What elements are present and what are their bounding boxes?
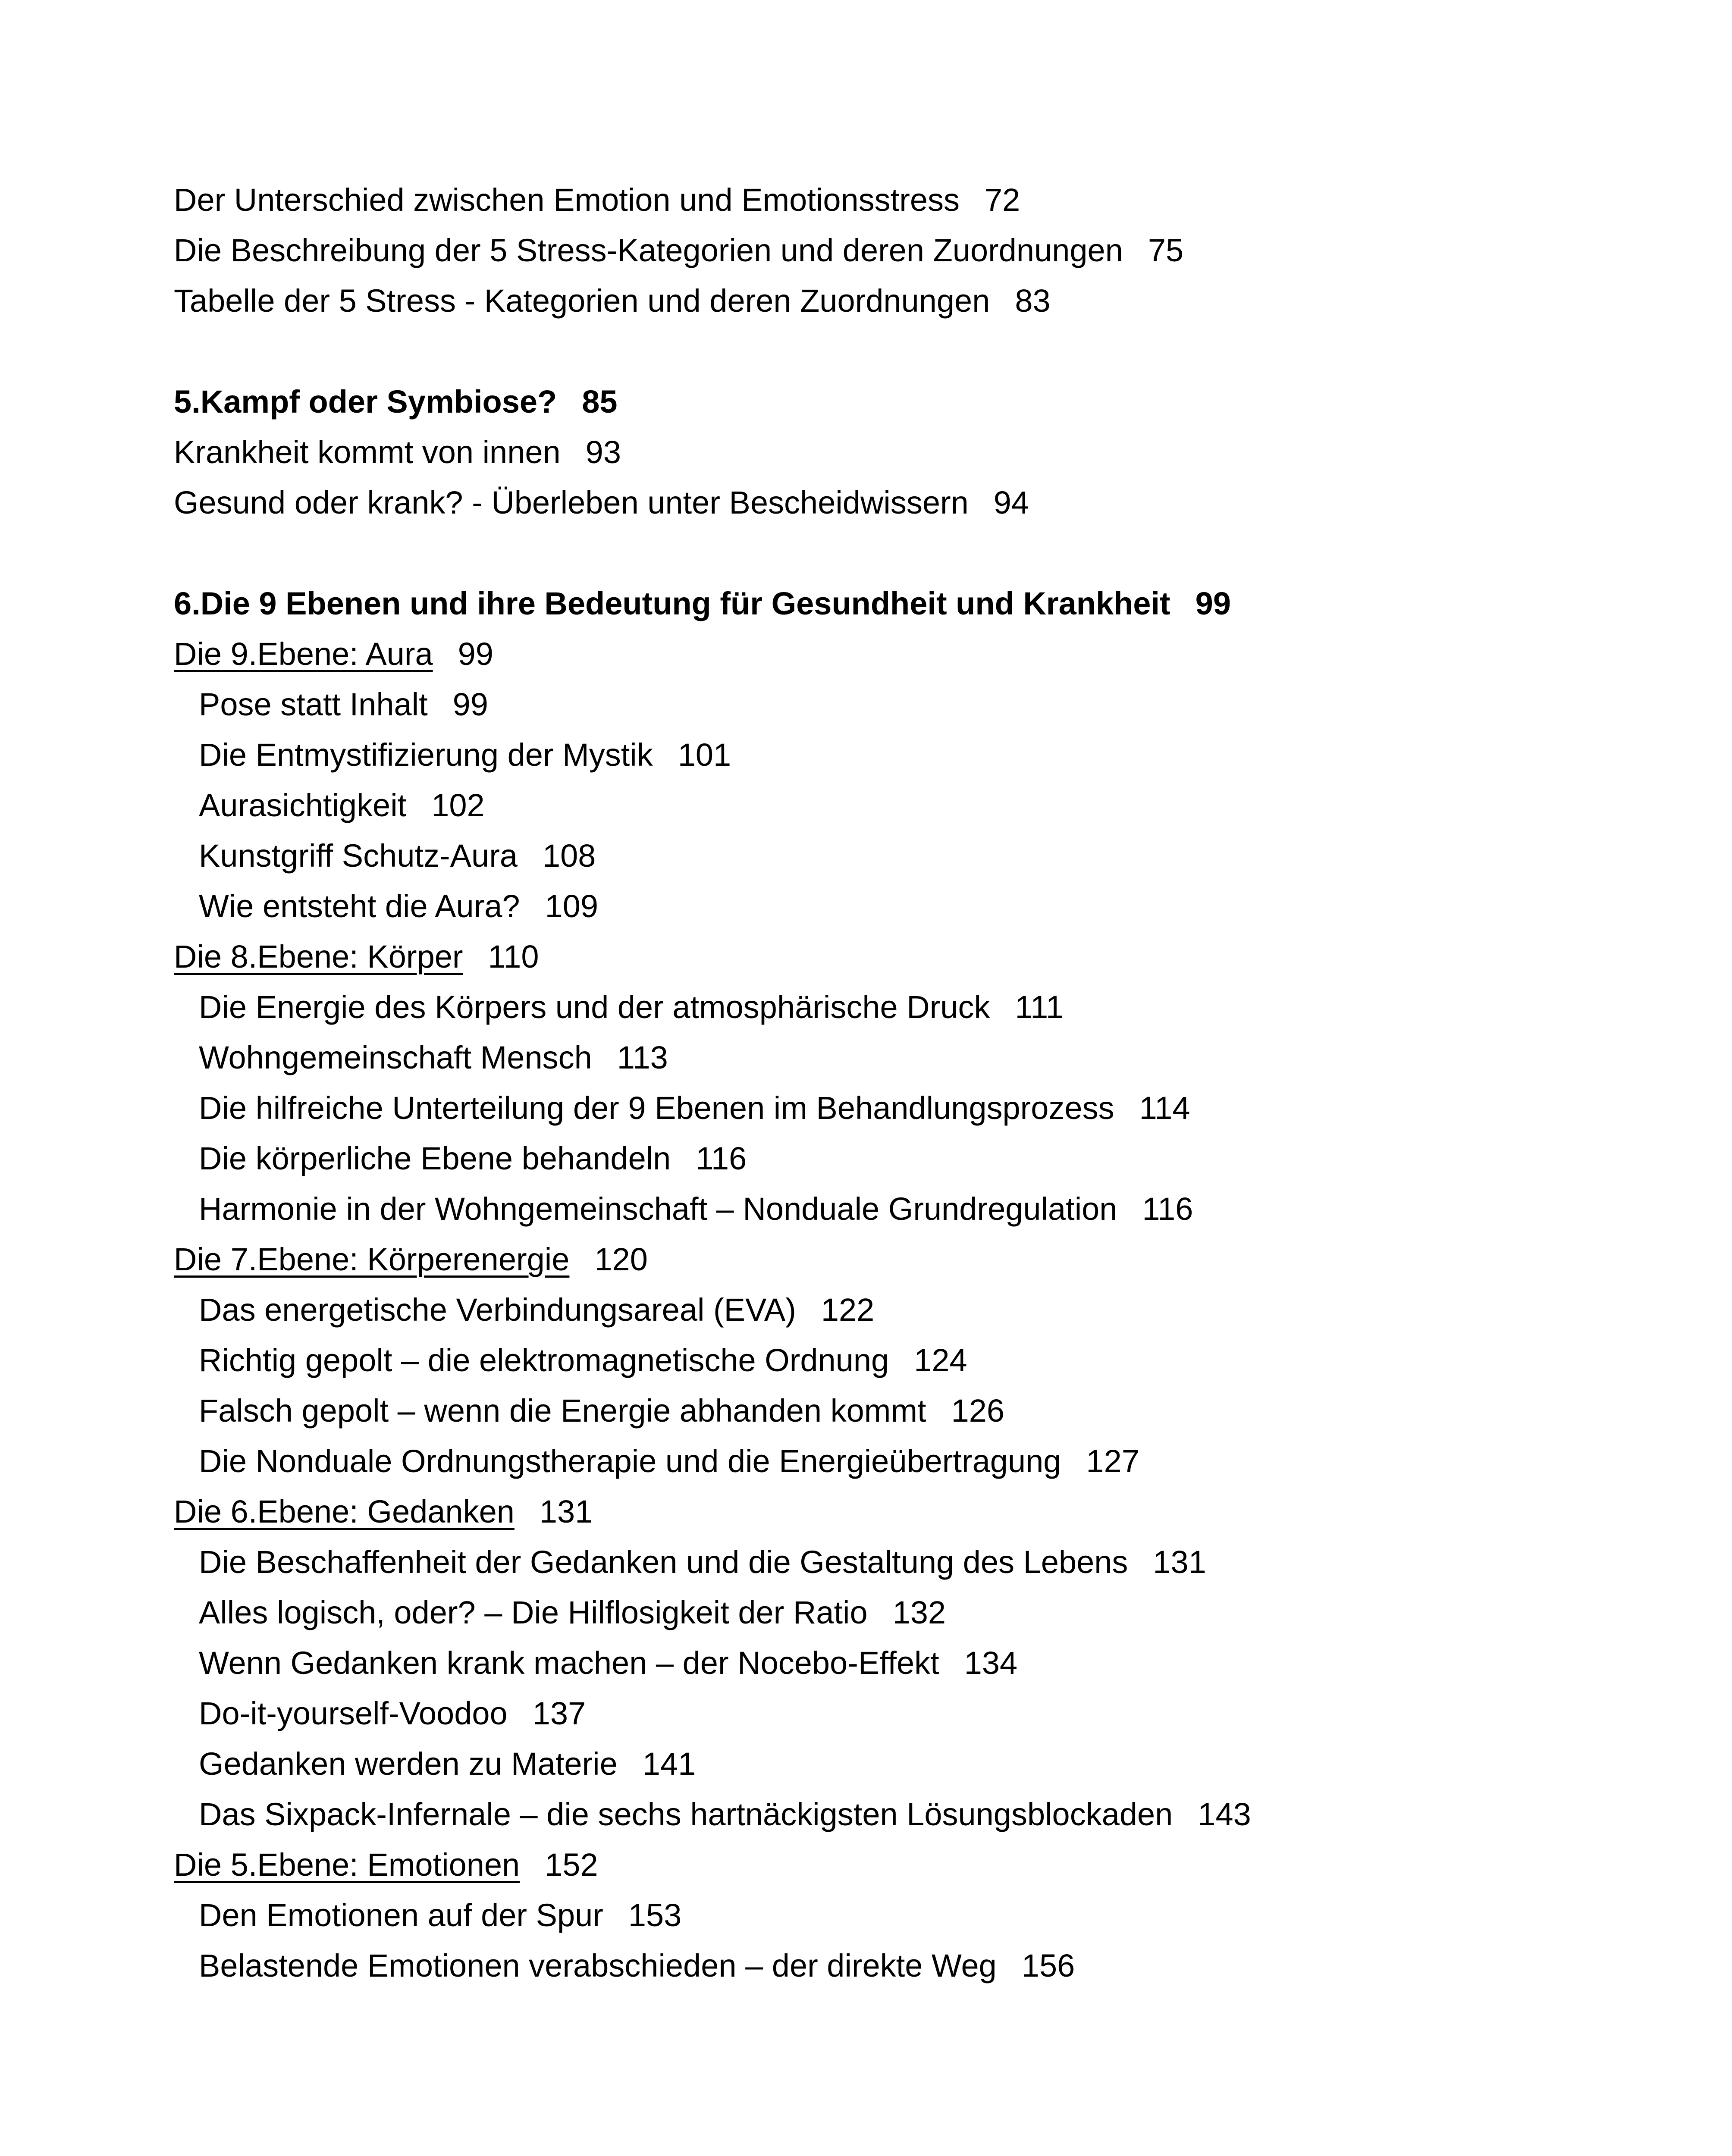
entry-title: Die hilfreiche Unterteilung der 9 Ebenen im Behandlungsprozess (199, 1090, 1114, 1126)
entry-page-number: 108 (543, 838, 596, 874)
entry-title: Die Beschaffenheit der Gedanken und die Gestaltung des Lebens (199, 1544, 1128, 1580)
toc-subentry (174, 881, 1597, 931)
entry-title: Gedanken werden zu Materie (199, 1746, 618, 1782)
entry-page-number: 72 (985, 182, 1020, 218)
entry-page-number: 137 (532, 1695, 586, 1731)
level-title: Die 6.Ebene: Gedanken (174, 1494, 515, 1529)
level-title: Die 5.Ebene: Emotionen (174, 1847, 520, 1883)
entry-page-number: 109 (545, 888, 599, 924)
level-heading (174, 931, 1597, 982)
entry-title: Die Entmystifizierung der Mystik (199, 737, 653, 773)
entry-title: Gesund oder krank? - Überleben unter Bescheidwissern (174, 485, 969, 520)
level-heading (174, 1839, 1597, 1890)
toc-subentry (174, 1789, 1597, 1839)
toc-subentry (174, 1537, 1597, 1587)
level-heading (174, 629, 1597, 679)
level-title: Die 7.Ebene: Körperenergie (174, 1241, 570, 1277)
entry-title: Die Energie des Körpers und der atmosphärische Druck (199, 989, 990, 1025)
toc-subentry (174, 1638, 1597, 1688)
toc-subentry (174, 1133, 1597, 1184)
chapter-title: 5.Kampf oder Symbiose? (174, 384, 557, 420)
level-heading (174, 1234, 1597, 1285)
entry-page-number: 93 (585, 434, 621, 470)
entry-page-number: 153 (628, 1897, 682, 1933)
entry-page-number: 134 (964, 1645, 1018, 1681)
entry-title: Alles logisch, oder? – Die Hilflosigkeit der Ratio (199, 1595, 868, 1630)
toc-subentry (174, 1890, 1597, 1940)
toc-subentry (174, 1739, 1597, 1789)
level-page-number: 110 (488, 939, 539, 975)
entry-title: Das Sixpack-Infernale – die sechs hartnäckigsten Lösungsblockaden (199, 1796, 1173, 1832)
level-page-number: 120 (594, 1241, 648, 1277)
entry-page-number: 127 (1086, 1443, 1139, 1479)
entry-page-number: 114 (1139, 1090, 1190, 1126)
entry-page-number: 113 (617, 1040, 668, 1075)
entry-page-number: 141 (642, 1746, 696, 1782)
level-heading (174, 1486, 1597, 1537)
spacer (174, 528, 1597, 578)
toc-subentry (174, 830, 1597, 881)
entry-title: Falsch gepolt – wenn die Energie abhanden kommt (199, 1393, 926, 1429)
chapter-page-number: 99 (1195, 586, 1231, 621)
toc-entry (174, 427, 1597, 477)
level-page-number: 131 (539, 1494, 593, 1529)
toc-subentry (174, 679, 1597, 730)
entry-title: Aurasichtigkeit (199, 787, 407, 823)
entry-page-number: 99 (452, 686, 488, 722)
level-title: Die 8.Ebene: Körper (174, 939, 463, 975)
toc-subentry (174, 1335, 1597, 1385)
entry-title: Wenn Gedanken krank machen – der Nocebo-Effekt (199, 1645, 939, 1681)
entry-title: Tabelle der 5 Stress - Kategorien und deren Zuordnungen (174, 283, 990, 319)
toc-subentry (174, 982, 1597, 1032)
entry-title: Do-it-yourself-Voodoo (199, 1695, 508, 1731)
entry-page-number: 124 (914, 1342, 967, 1378)
entry-page-number: 83 (1015, 283, 1051, 319)
level-page-number: 152 (545, 1847, 598, 1883)
entry-page-number: 143 (1198, 1796, 1251, 1832)
entry-title: Die Beschreibung der 5 Stress-Kategorien und deren Zuordnungen (174, 232, 1123, 268)
entry-page-number: 156 (1021, 1948, 1075, 1984)
toc-subentry (174, 1184, 1597, 1234)
toc-entry (174, 276, 1597, 326)
entry-title: Die Nonduale Ordnungstherapie und die Energieübertragung (199, 1443, 1061, 1479)
entry-title: Den Emotionen auf der Spur (199, 1897, 603, 1933)
entry-title: Wohngemeinschaft Mensch (199, 1040, 592, 1075)
entry-page-number: 102 (431, 787, 485, 823)
chapter-page-number: 85 (582, 384, 618, 420)
toc-entry (174, 477, 1597, 528)
entry-title: Kunstgriff Schutz-Aura (199, 838, 518, 874)
level-page-number: 99 (458, 636, 493, 672)
entry-page-number: 111 (1015, 989, 1064, 1025)
toc-subentry (174, 1285, 1597, 1335)
toc-entry (174, 175, 1597, 225)
entry-page-number: 75 (1148, 232, 1184, 268)
chapter-heading (174, 578, 1597, 629)
entry-title: Richtig gepolt – die elektromagnetische Ordnung (199, 1342, 889, 1378)
toc-subentry (174, 1688, 1597, 1739)
chapter-heading (174, 376, 1597, 427)
entry-title: Belastende Emotionen verabschieden – der direkte Weg (199, 1948, 997, 1984)
entry-page-number: 122 (821, 1292, 875, 1328)
entry-title: Die körperliche Ebene behandeln (199, 1141, 671, 1176)
table-of-contents (174, 175, 1597, 1991)
level-title: Die 9.Ebene: Aura (174, 636, 433, 672)
toc-subentry (174, 730, 1597, 780)
toc-subentry (174, 1587, 1597, 1638)
toc-subentry (174, 780, 1597, 830)
entry-title: Harmonie in der Wohngemeinschaft – Nonduale Grundregulation (199, 1191, 1117, 1227)
entry-page-number: 132 (892, 1595, 946, 1630)
toc-entry (174, 225, 1597, 276)
entry-page-number: 116 (696, 1141, 747, 1176)
spacer (174, 326, 1597, 376)
entry-page-number: 94 (993, 485, 1029, 520)
entry-page-number: 126 (951, 1393, 1005, 1429)
entry-title: Der Unterschied zwischen Emotion und Emotionsstress (174, 182, 960, 218)
toc-subentry (174, 1083, 1597, 1133)
toc-subentry (174, 1940, 1597, 1991)
toc-subentry (174, 1385, 1597, 1436)
chapter-title: 6.Die 9 Ebenen und ihre Bedeutung für Gesundheit und Krankheit (174, 586, 1170, 621)
entry-page-number: 116 (1142, 1191, 1193, 1227)
entry-title: Krankheit kommt von innen (174, 434, 561, 470)
entry-page-number: 131 (1153, 1544, 1206, 1580)
entry-page-number: 101 (678, 737, 731, 773)
entry-title: Pose statt Inhalt (199, 686, 428, 722)
entry-title: Das energetische Verbindungsareal (EVA) (199, 1292, 796, 1328)
toc-subentry (174, 1436, 1597, 1486)
entry-title: Wie entsteht die Aura? (199, 888, 520, 924)
toc-subentry (174, 1032, 1597, 1083)
